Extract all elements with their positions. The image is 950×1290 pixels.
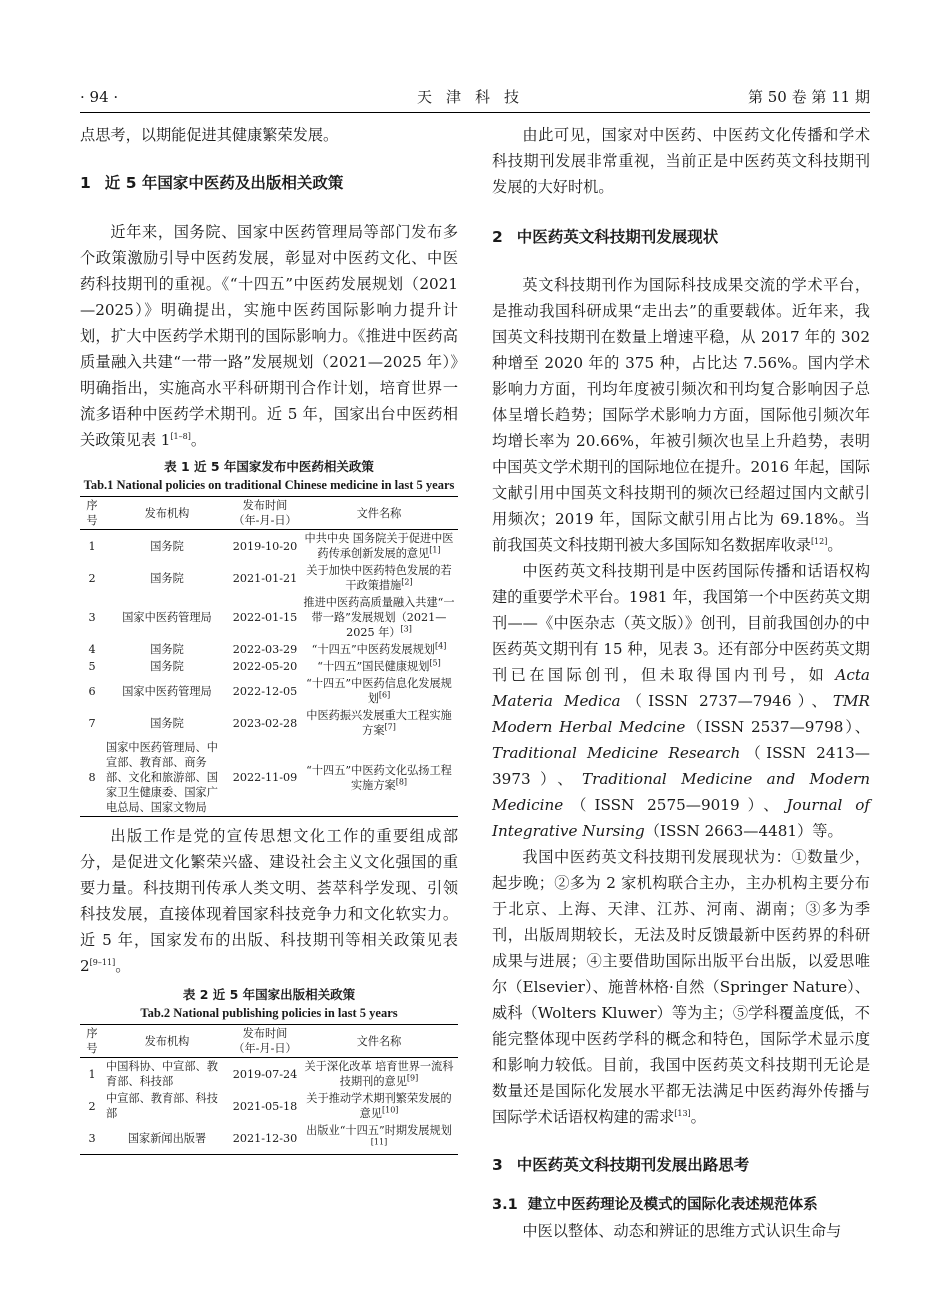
- table-row: [80, 1090, 458, 1122]
- cell-date: [230, 562, 300, 594]
- cell-date: [230, 1090, 300, 1122]
- intro-end: 点思考，以期能促进其健康繁荣发展。: [80, 126, 339, 144]
- table-row: [80, 641, 458, 658]
- cell-text: 国务院: [150, 643, 184, 656]
- cell-date: [230, 739, 300, 817]
- cell-title: [300, 641, 458, 658]
- cell-text: 2021-12-30: [232, 1131, 298, 1145]
- table-1: [80, 457, 458, 817]
- paragraph: [492, 558, 870, 844]
- col-header-date: 发布时间（年-月-日）: [230, 1025, 300, 1058]
- cell-text: 中国科协、中宣部、教育部、科技部: [106, 1060, 218, 1088]
- subsection-number: 3.1: [492, 1197, 518, 1213]
- cell-text: “十四五”中医药发展规划: [311, 643, 435, 656]
- cell-text: 2: [88, 571, 96, 585]
- citation: [11]: [370, 1137, 388, 1147]
- table-row: [80, 1122, 458, 1155]
- journal-title: TMR Modern Herbal Medcine: [492, 692, 870, 736]
- cell-org: [104, 1058, 230, 1091]
- section-number: 2: [492, 228, 503, 246]
- cell-title: [300, 1090, 458, 1122]
- cell-text: 中宣部、教育部、科技部: [106, 1092, 218, 1120]
- cell-text: 8: [88, 771, 96, 784]
- paragraph: [492, 272, 870, 558]
- cell-org: [104, 1122, 230, 1155]
- cell-text: 中医药振兴发展重大工程实施方案: [306, 709, 452, 737]
- section-2-heading: [492, 224, 870, 250]
- cell-text: 国务院: [150, 716, 184, 730]
- citation: [1–8]: [170, 431, 191, 441]
- paragraph-text: 我国中医药英文科技期刊发展现状为：①数量少，起步晚；②多为 2 家机构联合主办，主办机构主要分布于北京、上海、天津、江苏、河南、湖南；③多为季刊，出版周期较长，无法及时反馈最新中医药界的科研成果与进展；④主要借助国际出版平台出版，以爱思唯尔（Elsevier）、施普林格·自然（Springer Nature）、威科（Wolters Kluwer）等为主；⑤学科覆盖度低，不能完整体现中医药学科的概念和特色，国际学术显示度和影响力较低。目前，我国中医药英文科技期刊无论是数量还是国际化发展水平都无法满足中医药海外传播与国际学术话语权构建的需求: [492, 848, 870, 1126]
- cell-text: 5: [88, 660, 96, 673]
- cell-text: 关于加快中医药特色发展的若干政策措施: [306, 564, 452, 592]
- cell-text: 国家新闻出版署: [127, 1131, 207, 1145]
- cell-text: 国家中医药管理局: [122, 684, 212, 698]
- cell-no: [80, 594, 104, 641]
- cell-text: 1: [88, 539, 96, 553]
- col-header-org: 发布机构: [104, 497, 230, 530]
- paragraph-text: 英文科技期刊作为国际科技成果交流的学术平台，是推动我国科研成果“走出去”的重要载体。近年来，我国英文科技期刊在数量上增速平稳，从 2017 年的 302 种增至 2020 年的 375 种，占比达 7.56%。国内学术影响力方面，刊均年度被引频次和刊均复合影响因子总体呈增长趋势；国际学术影响力方面，国际他引频次年均增长率为 20.66%，年被引频次也呈上升趋势，表明中国英文学术期刊的国际地位在提升。2016 年起，国际文献引用中国英文科技期刊的频次已经超过国内文献引用频次；2019 年，国际文献引用占比为 69.18%。当前我国英文科技期刊被大多国际知名数据库收录: [492, 276, 870, 554]
- cell-text: “十四五”中医药文化弘扬工程实施方案: [306, 763, 452, 792]
- cell-date: [230, 675, 300, 707]
- paragraph-text: 中医药英文科技期刊是中医药国际传播和话语权构建的重要学术平台。1981 年，我国第一个中医药英文期刊——《中医杂志（英文版）》创刊，目前我国创办的中医药英文期刊有 15 种，见表 3。还有部分中医药英文期刊已在国际创刊，但未取得国内刊号，如: [492, 562, 870, 684]
- section-number: 3: [492, 1156, 503, 1174]
- cell-text: 2: [88, 1099, 96, 1113]
- cell-text: 国家中医药管理局、中宣部、教育部、商务部、文化和旅游部、国家卫生健康委、国家广电总局、国家文物局: [106, 741, 218, 814]
- paragraph-end: 。: [190, 431, 207, 449]
- table-row: [80, 739, 458, 817]
- cell-title: [300, 594, 458, 641]
- citation: [4]: [434, 641, 447, 651]
- paragraph: [80, 219, 458, 453]
- section-3-heading: [492, 1152, 870, 1178]
- cell-title: [300, 1122, 458, 1155]
- section-title: 中医药英文科技期刊发展出路思考: [516, 1156, 750, 1174]
- cell-title: [300, 739, 458, 817]
- cell-no: [80, 739, 104, 817]
- subsection-3-1-heading: [492, 1192, 870, 1218]
- cell-text: 2019-10-20: [232, 539, 298, 553]
- cell-org: [104, 675, 230, 707]
- policy-table-1: [80, 496, 458, 817]
- table-caption-en: Tab.2 National publishing policies in last 5 years: [140, 1006, 398, 1020]
- paragraph-end: 。: [827, 536, 843, 554]
- cell-no: [80, 675, 104, 707]
- journal-title: Traditional Medicine and Modern Medicine: [492, 770, 870, 814]
- cell-text: 7: [88, 716, 96, 730]
- right-column: [492, 122, 870, 1244]
- table-row: [80, 707, 458, 739]
- cell-text: 国务院: [150, 571, 184, 585]
- cell-no: [80, 1090, 104, 1122]
- table-caption-en: Tab.1 National policies on traditional Chinese medicine in last 5 years: [83, 478, 455, 492]
- table-row: [80, 675, 458, 707]
- cell-text: 2023-02-28: [232, 716, 298, 730]
- paragraph-text: 近年来，国务院、国家中医药管理局等部门发布多个政策激励引导中医药发展，彰显对中医药文化、中医药科技期刊的重视。《“十四五”中医药发展规划（2021—2025）》明确提出，实施中医药国际影响力提升计划，扩大中医药学术期刊的国际影响力。《推进中医药高质量融入共建“一带一路”发展规划（2021—2025 年）》明确指出，实施高水平科研期刊合作计划，培育世界一流多语种中医药学术期刊。近 5 年，国家出台中医药相关政策见表 1: [80, 223, 458, 449]
- journal-title: Journal of Integrative Nursing: [492, 796, 870, 840]
- citation: [6]: [378, 690, 391, 700]
- citation: [3]: [400, 624, 412, 634]
- cell-org: [104, 658, 230, 675]
- paragraph: 中医以整体、动态和辨证的思维方式认识生命与: [522, 1222, 842, 1240]
- cell-org: [104, 641, 230, 658]
- cell-date: [230, 530, 300, 563]
- table-caption-cn: 表 2 近 5 年国家出版相关政策: [182, 987, 356, 1002]
- cell-date: [230, 658, 300, 675]
- table-row: [80, 562, 458, 594]
- section-title: 近 5 年国家中医药及出版相关政策: [104, 174, 344, 192]
- col-header-no: 序号: [80, 1025, 104, 1058]
- issn: （ISSN 2663—4481）等。: [644, 822, 843, 840]
- cell-no: [80, 562, 104, 594]
- policy-table-2: [80, 1024, 458, 1155]
- cell-no: [80, 641, 104, 658]
- left-column: [80, 122, 458, 1155]
- cell-title: [300, 707, 458, 739]
- col-header-date: 发布时间（年-月-日）: [230, 497, 300, 530]
- journal-title: Acta Materia Medica: [492, 666, 870, 710]
- cell-text: 2022-05-20: [232, 660, 298, 673]
- cell-text: 国家中医药管理局: [122, 611, 212, 624]
- cell-text: 2019-07-24: [232, 1067, 298, 1081]
- cell-text: “十四五”中医药信息化发展规划: [306, 677, 452, 705]
- paragraph: [80, 823, 458, 979]
- citation: [10]: [381, 1105, 399, 1115]
- cell-title: [300, 530, 458, 563]
- cell-text: 关于深化改革 培育世界一流科技期刊的意见: [304, 1060, 454, 1088]
- cell-no: [80, 1122, 104, 1155]
- col-header-title: 文件名称: [300, 497, 458, 530]
- paragraph-text: 出版工作是党的宣传思想文化工作的重要组成部分，是促进文化繁荣兴盛、建设社会主义文化强国的重要力量。科技期刊传承人类文明、荟萃科学发现、引领科技发展，直接体现着国家科技竞争力和文化软实力。近 5 年，国家发布的出版、科技期刊等相关政策见表 2: [80, 827, 458, 975]
- citation: [9]: [406, 1073, 419, 1083]
- col-header-org: 发布机构: [104, 1025, 230, 1058]
- table-row: [80, 1058, 458, 1091]
- cell-text: 4: [88, 643, 96, 656]
- cell-no: [80, 1058, 104, 1091]
- paragraph-end: 。: [690, 1108, 706, 1126]
- issn: （ISSN 2737—7946）、: [620, 692, 833, 710]
- section-title: 中医药英文科技期刊发展现状: [516, 228, 719, 246]
- issn: （ISSN 2413—3973）、: [492, 744, 870, 788]
- cell-no: [80, 707, 104, 739]
- header-rule: [80, 112, 870, 113]
- cell-no: [80, 658, 104, 675]
- subsection-title: 建立中医药理论及模式的国际化表述规范体系: [527, 1197, 818, 1213]
- running-header: [80, 84, 870, 110]
- paragraph: [492, 844, 870, 1130]
- paragraph-end: 。: [115, 957, 131, 975]
- cell-text: 1: [88, 1067, 96, 1081]
- issn: （ISSN 2537—9798）、: [685, 718, 870, 736]
- cell-text: 2021-01-21: [232, 571, 298, 585]
- cell-title: [300, 675, 458, 707]
- cell-org: [104, 739, 230, 817]
- cell-title: [300, 562, 458, 594]
- cell-text: “十四五”国民健康规划: [317, 660, 430, 673]
- cell-org: [104, 562, 230, 594]
- cell-text: 国务院: [150, 539, 184, 553]
- cell-text: 中共中央 国务院关于促进中医药传承创新发展的意见: [304, 532, 454, 560]
- cell-date: [230, 594, 300, 641]
- citation: [9–11]: [89, 957, 116, 967]
- citation: [5]: [429, 658, 441, 668]
- table-caption-cn: 表 1 近 5 年国家发布中医药相关政策: [164, 459, 374, 474]
- citation: [1]: [429, 545, 441, 555]
- journal-name: 天津科技: [416, 88, 533, 106]
- journal-title: Traditional Medicine Research: [492, 744, 741, 762]
- citation: [2]: [401, 577, 413, 587]
- cell-text: 推进中医药高质量融入共建“一带一路”发展规划（2021—2025 年）: [303, 596, 455, 639]
- cell-org: [104, 1090, 230, 1122]
- cell-date: [230, 707, 300, 739]
- page-number: · 94 ·: [80, 88, 119, 106]
- cell-text: 国务院: [150, 660, 184, 673]
- cell-title: [300, 658, 458, 675]
- cell-text: 3: [88, 1131, 96, 1145]
- cell-text: 出版业“十四五”时期发展规划: [306, 1124, 452, 1137]
- cell-text: 6: [88, 684, 96, 698]
- section-1-heading: [80, 170, 458, 196]
- citation: [12]: [810, 536, 828, 546]
- cell-text: 2022-11-09: [232, 771, 298, 784]
- col-header-no: 序号: [80, 497, 104, 530]
- table-row: [80, 530, 458, 563]
- cell-text: 关于推动学术期刊繁荣发展的意见: [306, 1092, 452, 1120]
- cell-text: 2022-01-15: [232, 611, 298, 624]
- table-2: [80, 985, 458, 1155]
- cell-org: [104, 707, 230, 739]
- cell-text: 2021-05-18: [232, 1099, 298, 1113]
- cell-text: 3: [88, 611, 96, 624]
- issn: （ISSN 2575—9019）、: [563, 796, 787, 814]
- issue-info: 第 50 卷 第 11 期: [747, 88, 870, 106]
- paragraph: 由此可见，国家对中医药、中医药文化传播和学术科技期刊发展非常重视，当前正是中医药英文科技期刊发展的大好时机。: [492, 126, 870, 196]
- table-row: [80, 594, 458, 641]
- citation: [7]: [384, 722, 396, 732]
- cell-date: [230, 1058, 300, 1091]
- section-number: 1: [80, 174, 91, 192]
- cell-date: [230, 641, 300, 658]
- table-row: [80, 658, 458, 675]
- citation: [13]: [674, 1108, 691, 1118]
- cell-org: [104, 594, 230, 641]
- citation: [8]: [395, 776, 408, 786]
- cell-text: 2022-03-29: [232, 643, 298, 656]
- col-header-title: 文件名称: [300, 1025, 458, 1058]
- cell-text: 2022-12-05: [232, 684, 298, 698]
- cell-date: [230, 1122, 300, 1155]
- cell-no: [80, 530, 104, 563]
- cell-org: [104, 530, 230, 563]
- cell-title: [300, 1058, 458, 1091]
